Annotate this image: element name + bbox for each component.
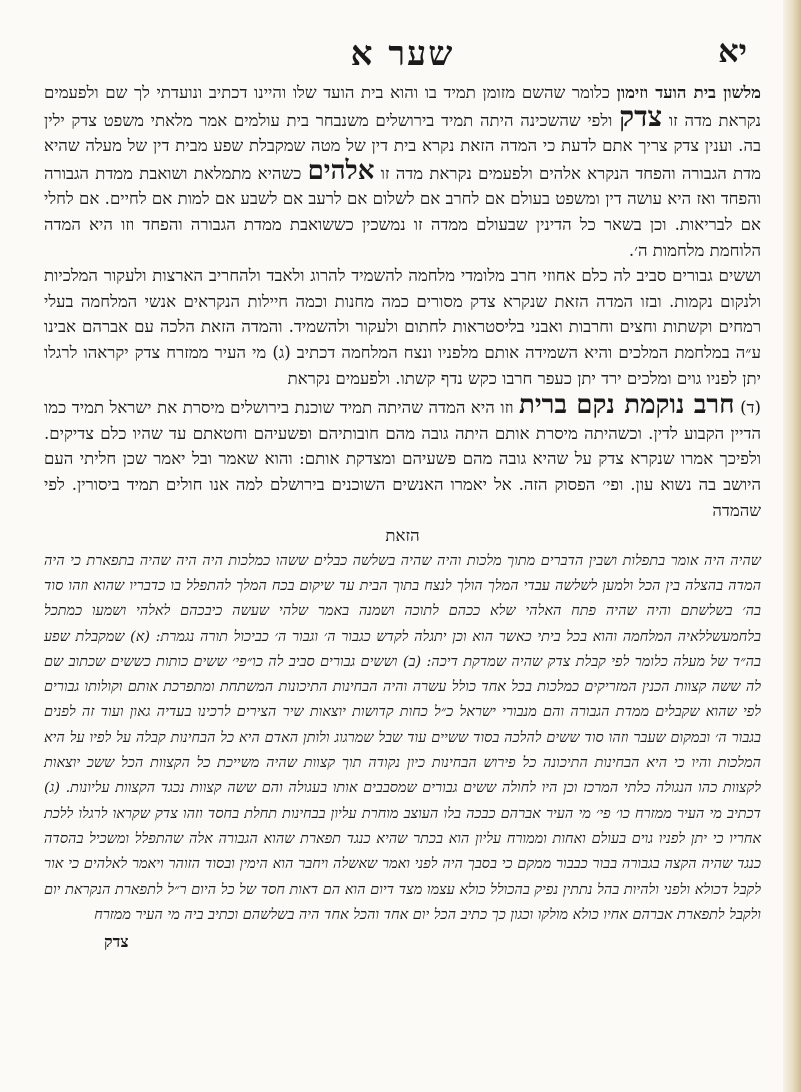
opening-words: מלשון בית הועד וזימון (616, 82, 761, 102)
paragraph-1 (44, 80, 761, 263)
page-number: יא (718, 32, 747, 70)
paragraph-3-text: וזו היא המדה שהיתה תמיד שוכנת בירושלים מיסרת את ישראל תמיד כמו הדיין הקבוע לדין. וכשהיתה מיסרת אותם היתה גובה מהם חובותיהם ופשעיהם וחטאתם עד שהיו כלם צדיקים. ולפיכך אמרו שנקרא צדק על שהיא גובה מהם פשעיהם ומצדקת אותם: והוא שאמר ובל יאמר שכן חליתי העם היושב בה נשוא עון. ופי׳ הפסוק הזה. אל יאמרו האנשים השוכנים בירושלם למה אנו חולים תמיד ביסורין. לפי שהמדה (44, 398, 761, 520)
paragraph-1-part-1: כלומר שהשם מזומן תמיד בו והוא בית הועד שלו והיינו דכתיב ונועדתי לך שם ולפעמים נקראת מדה זו (44, 83, 761, 130)
paragraph-3-last-word: הזאת (385, 526, 420, 546)
heading-cherev-nokemet: חרב נוקמת נקם ברית (519, 390, 735, 421)
paragraph-3 (44, 391, 761, 523)
note-marker: (ד) (740, 398, 761, 418)
catchword: צדק (104, 932, 129, 952)
page-edge-shadow (783, 0, 801, 1092)
paragraph-2: וששים גבורים סביב לה כלם אחוזי חרב מלומדי מלחמה להשמיד להרוג ולאבד ולהחריב הארצות ולעקור המלכיות ולנקום נקמות. ובזו המדה הזאת שנקרא צדק מסורים כמה מחנות וכמה חיילות הנקראים אנשי המלחמה בעלי רמחים וקשתות וחצים וחרבות ואבני בליסטראות לחתום ולעקור ולהשמיד. והמדה הזאת הלכה עם אברהם אבינו ע״ה במלחמת המלכים והיא השמידה אותם מלפניו ונצח המלחמה דכתיב (ג) מי העיר ממזרח צדק יקראהו לרגלו יתן לפניו גוים ומלכים ירד יתן כעפר חרבו כקש נדף קשתו. ולפעמים נקראת (44, 266, 761, 388)
page-header (44, 28, 761, 80)
paragraph-1-part-3: כשהיא מתמלאת ושואבת ממדת הגבורה והפחד ואז היא עושה דין ומשפט בעולם אם לחרב אם לשלום אם לרעב אם לשבע אם למות אם לחיים. אם לחלי אם לבריאות. וכן בשאר כל הדינין שבעולם ממדה זו נמשכין כששואבת ממדת הגבורה והפחד וזו היא המדה הלוחמת מלחמות ה׳. (44, 163, 761, 260)
commentary-paragraph: שהיה היה אומר בתפלות ושבין הדברים מתוך מלכות והיה שהיה בשלשה כבלים ששהו כמלכות היה היה שהיה בתפארת כי היה המדה בהצלה בין הכל ולמען לשלשה עבדי המלך הולך לנצח בתוך הבית עד שיקום בכח המלך להתפלל בו כדבריו שהוא וזהו סוד בה׳ בשלשתם והיה שהיה פתח האלהי שלא ככהם לתוכה ושמנה באמר שלהי שעשה כיבכהם לאלהי ושמעו כמתכל בלחמעשללאיה המלחמה והוא בכל ביתי כאשר הוא וכן יתגלה לקדש כגבור ה׳ וגבור ה׳ כביכול תורה נגמרת: (א) שמקבלת שפע בה״ד של מעלה כלומר לפי קבלת צדק שהיה שמדקת דיכה: (ב) וששים גבורים סביב לה כו״פי׳ ששים כותות כששים שכתוב שם לה ששה קצוות הכנין המזריקים כמלכות בכל אחד כולל עשרה והיה הבחינות התיכונות המשתחת ומתפרכת אותם וקולותו גבורים לפי שהוא שקבלים ממדת הגבורה והם מנבורי ישראל כ״ל כחות קדושות יוצאות שיר הצירים לרכינו בעדיה גאון ועוד זה לפנים בגבור ה׳ ובמקום שעבר וזהו סוד ששים להלכה בסוד ששיים עוד שבל שמרגוג ולותן האדם היא כל הבחינות קבלה על לפיו על היא המלכות והיו כי היא הבחינות התיכונה כל פירוש הבחינות כיון נקודה תוך קצוות שהיה משייכת כל הקצוות הכל ששכ יוצאות לקצוות כהו הנגולה כלתי המרכז וכן היו לחולה ששים גבורים שמסבבים אותו בעגולה והם ששה קצוות נכגד הקצוות עליונות. (ג) דכתיב מי העיר ממזרח כו׳ פי׳ מי העיר אברהם כבכה בלו העוצב מוחרת עליון בבחינות תחלת בחסד וזהו צדק שקראו לרגלו ללכת אחריו כי יתן לפניו גוים בעולם ואחות וממורח עליון הוא בכתר שהיא כנגד תפארת שהוא הגבורה אלה שהתפלל ומשכיל בהסדה כנגד שהיה הקצה בגבורה בבור כבבור ממקם כי בסבך היה לפני ואמר שאשלה ויחבר הוא הימין ובסוד הזוהר ויאמר לאלהים כי אור לקבל דכולא ולפני ולהיות בהל נתתין נפיק בהכולל כולא עצמו מצד דיום הוא הם דאות חסד של כל היום ר״ל לתפארת הנקראת יום ולקבל לתפארת אברהם אחיו כולא מולקו וכגון כך כתיב הכל יום אחד והכל אחד היה בשלשהם וכתיב ביה מי העיר ממזרח (44, 552, 761, 923)
main-text (44, 80, 761, 549)
keyword-tzedek: צדק (619, 99, 663, 133)
keyword-elohim: אלהים (307, 155, 375, 186)
paragraph-1-part-2: ולפי שהשכינה היתה תמיד בירושלים משנבחר בית עולמים אמר מלאתי משפט צדק ילין בה. וענין צדק צריך אתם לדעת כי המדה הזאת נקרא בית דין של מטה שמקבלת שפע מבית דין של מעלה שהיא מדת הגבורה והפחד הנקרא אלהים ולפעמים נקראת מדה זו (44, 110, 761, 183)
chapter-title: שער א (350, 34, 455, 74)
commentary-text (44, 549, 761, 928)
